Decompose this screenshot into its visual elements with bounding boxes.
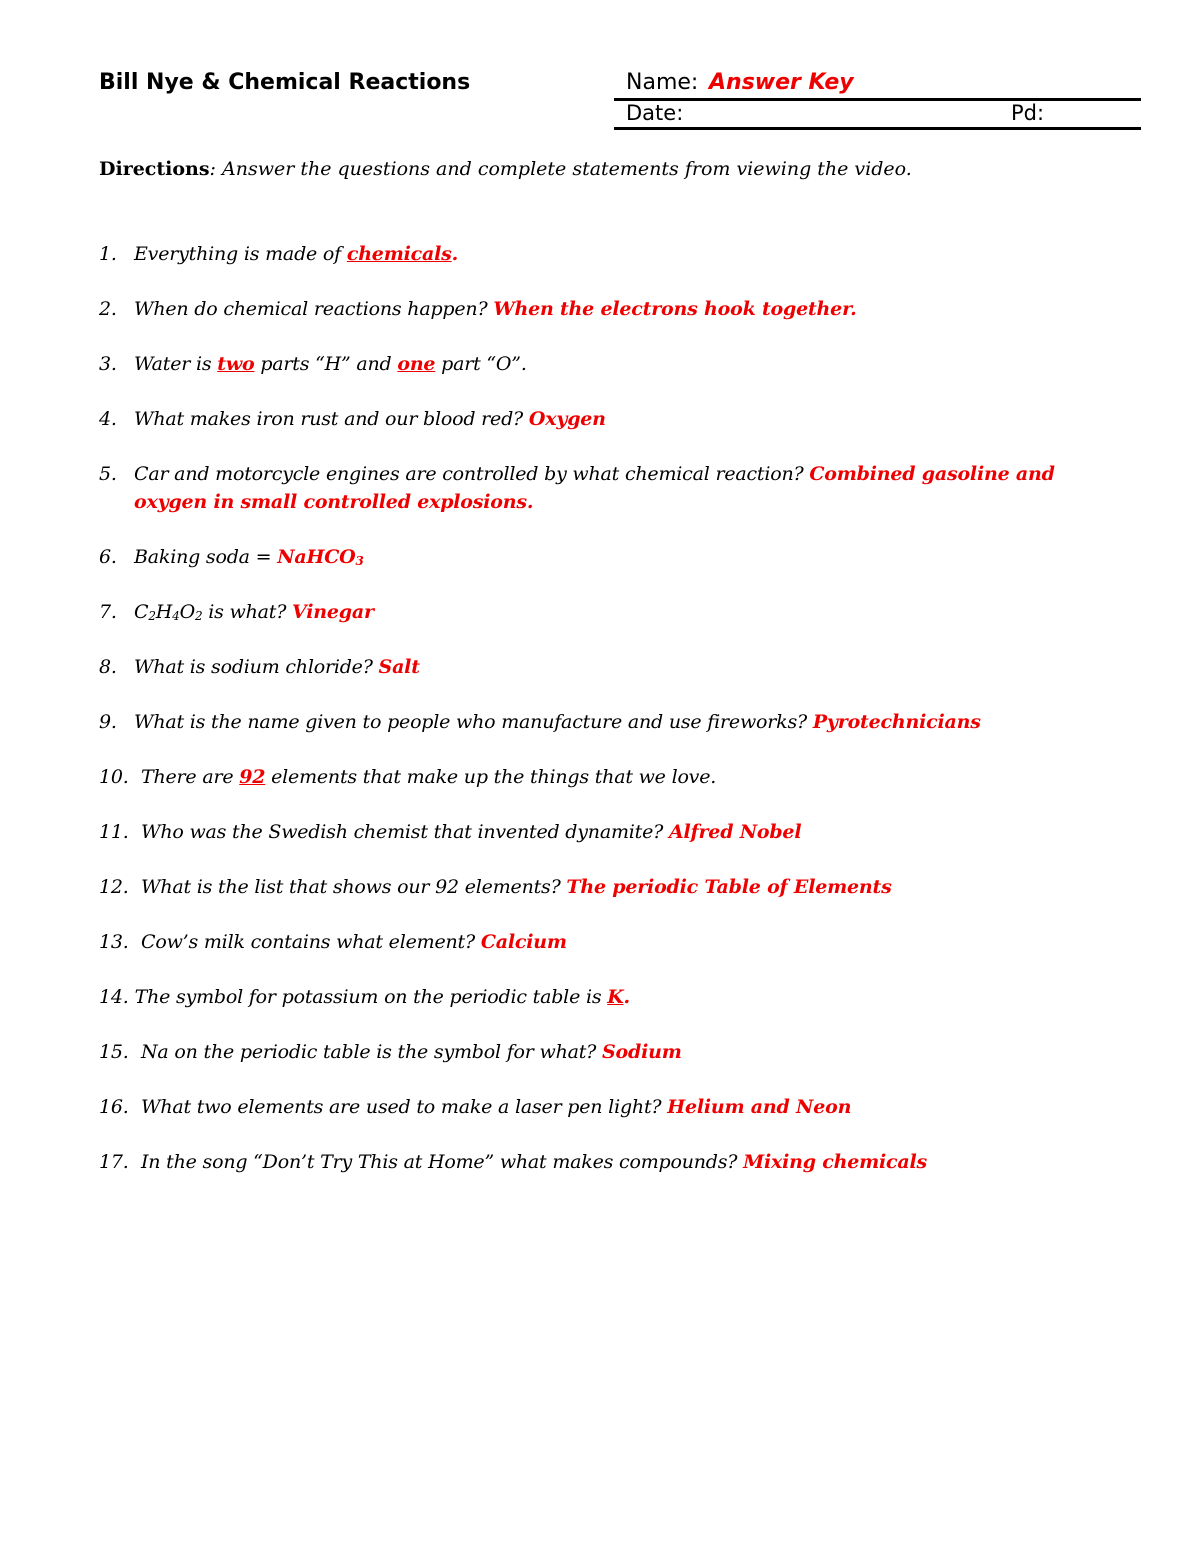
question-4: 4. What makes iron rust and our blood red? Oxygen	[99, 408, 606, 430]
question-2: 2. When do chemical reactions happen? When the electrons hook together.	[99, 298, 857, 320]
question-11: 11. Who was the Swedish chemist that invented dynamite? Alfred Nobel	[99, 821, 802, 843]
answer: two	[217, 353, 255, 375]
answer: Pyrotechnicians	[812, 711, 981, 733]
answer: K	[607, 986, 624, 1008]
answer: 92	[239, 766, 266, 788]
answer: one	[397, 353, 436, 375]
page-title: Bill Nye & Chemical Reactions	[99, 70, 471, 95]
answer: Alfred Nobel	[668, 821, 802, 843]
question-8: 8. What is sodium chloride? Salt	[99, 656, 420, 678]
question-9: 9. What is the name given to people who manufacture and use fireworks? Pyrotechnicians	[99, 711, 981, 733]
date-line	[614, 101, 1141, 130]
period-label: Pd:	[1011, 101, 1045, 125]
question-10: 10. There are 92 elements that make up the things that we love.	[99, 766, 717, 788]
answer: Calcium	[480, 931, 567, 953]
answer: Oxygen	[528, 408, 606, 430]
question-7: 7. $C_2H_4O_2$ is what? Vinegar	[99, 601, 374, 623]
name-line	[614, 70, 1141, 101]
question-5: 5. Car and motorcycle engines are controlled by what chemical reaction? Combined gasoline and oxygen in small controlled explosions.	[99, 460, 1055, 516]
question-13: 13. Cow’s milk contains what element? Calcium	[99, 931, 567, 953]
answer: Salt	[378, 656, 420, 678]
directions	[99, 158, 912, 180]
question-6: 6. Baking soda = NaHCO$_3$	[99, 546, 364, 568]
question-16: 16. What two elements are used to make a laser pen light? Helium and Neon	[99, 1096, 852, 1118]
answer: Sodium	[602, 1041, 682, 1063]
question-12: 12. What is the list that shows our 92 elements? The periodic Table of Elements	[99, 876, 892, 898]
answer-continued: oxygen in small controlled explosions.	[134, 491, 534, 513]
answer: NaHCO$_3$	[277, 546, 364, 568]
answer: chemicals	[346, 243, 452, 265]
directions-text: : Answer the questions and complete statements from viewing the video.	[209, 158, 912, 180]
name-value: Answer Key	[709, 70, 854, 95]
date-label: Date:	[626, 101, 684, 125]
question-17: 17. In the song “Don’t Try This at Home” what makes compounds? Mixing chemicals	[99, 1151, 928, 1173]
answer: When the electrons hook together.	[493, 298, 857, 320]
answer: Helium and Neon	[667, 1096, 852, 1118]
answer: Mixing chemicals	[743, 1151, 928, 1173]
name-label: Name:	[626, 70, 699, 95]
question-1: 1. Everything is made of chemicals.	[99, 243, 459, 265]
answer: Combined gasoline and	[809, 463, 1055, 485]
answer: Vinegar	[292, 601, 374, 623]
question-3: 3. Water is two parts “H” and one part “O”.	[99, 353, 527, 375]
answer: The periodic Table of Elements	[566, 876, 892, 898]
question-15: 15. Na on the periodic table is the symbol for what? Sodium	[99, 1041, 682, 1063]
question-14: 14. The symbol for potassium on the periodic table is K.	[99, 986, 630, 1008]
directions-label: Directions	[99, 158, 210, 180]
